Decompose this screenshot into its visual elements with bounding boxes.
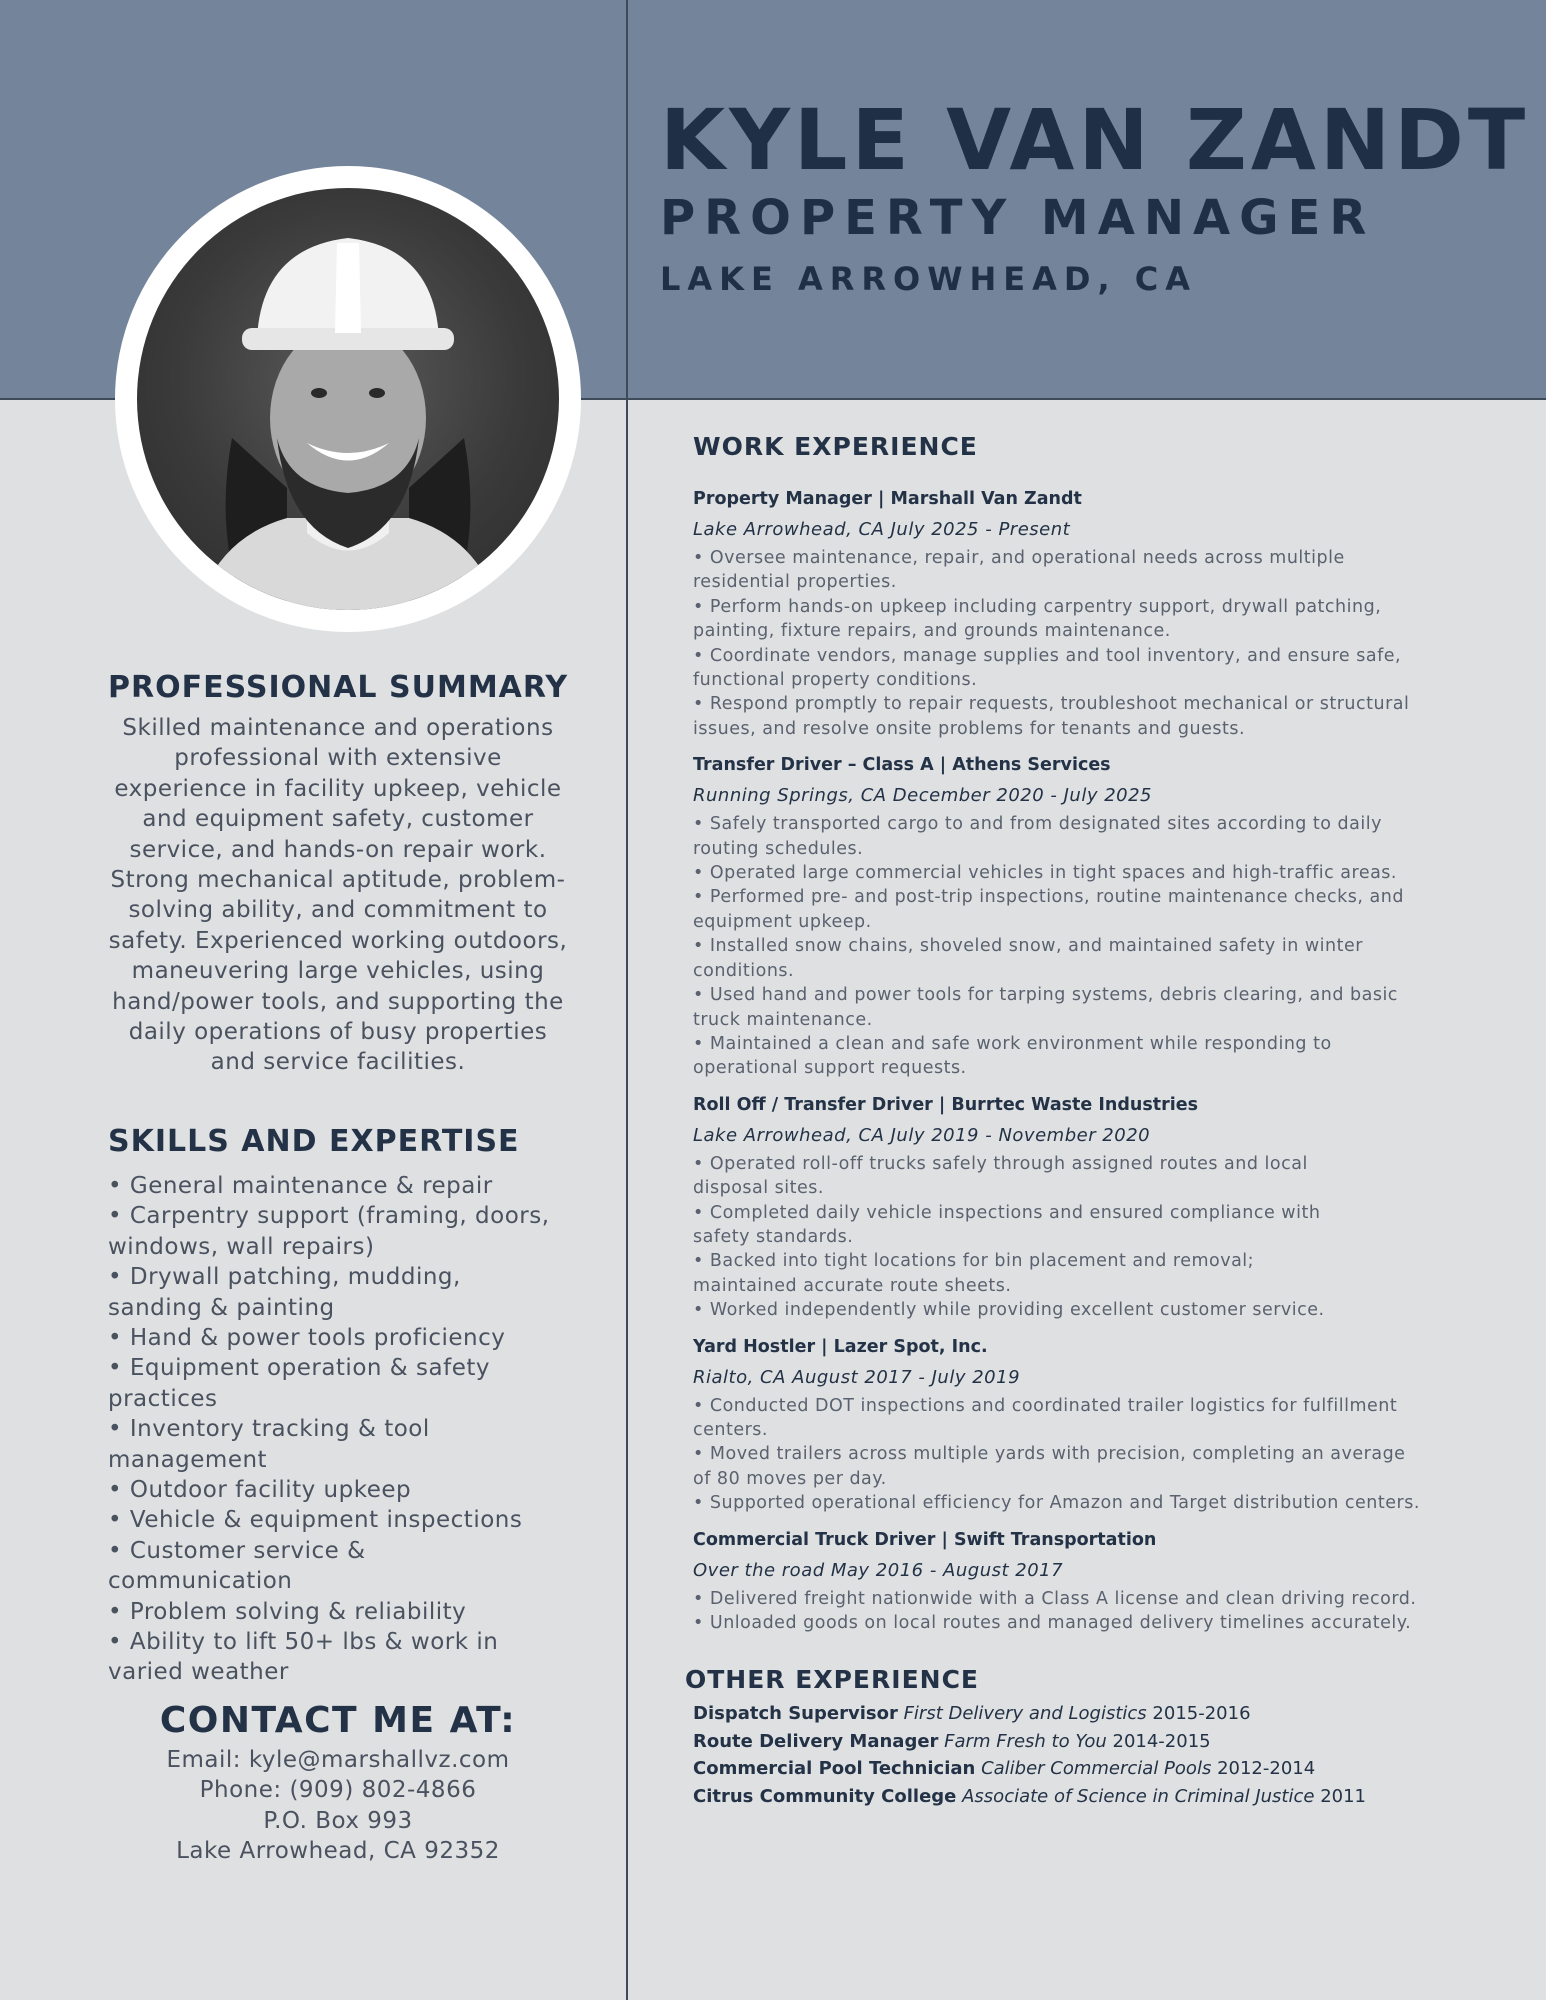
job-meta: Lake Arrowhead, CA July 2019 - November 2020 [693, 1124, 1151, 1146]
other-experience-row [693, 1700, 1423, 1728]
list-item: • Ability to lift 50+ lbs & work in varied weather [108, 1628, 499, 1686]
job-meta: Lake Arrowhead, CA July 2025 - Present [693, 519, 1071, 540]
job-bullets: • Conducted DOT inspections and coordinated trailer logistics for fulfillment centers. • Moved trailers across multiple yards with precision, completing an average of 80 moves per day. • Supported operational efficiency for Amazon and Target distribution centers. [693, 1395, 1420, 1514]
other-years: 2014-2015 [1112, 1730, 1211, 1752]
list-item: • Outdoor facility upkeep [108, 1476, 412, 1503]
job-bullets: • Operated roll-off trucks safely through assigned routes and local disposal sites. • Completed daily vehicle inspections and ensured compliance with safety standards. • Backed into tight locations for bin placement and removal; maintained accurate route sheets. • Worked independently while providing excellent customer service. [693, 1153, 1325, 1321]
left-column [108, 670, 568, 1866]
skills-heading: SKILLS AND EXPERTISE [108, 1123, 520, 1159]
job-title: Commercial Truck Driver | Swift Transportation [693, 1529, 1157, 1550]
job-title: Transfer Driver – Class A | Athens Services [693, 755, 1111, 776]
other-org: Caliber Commercial Pools [981, 1758, 1212, 1780]
job-title: Yard Hostler | Lazer Spot, Inc. [693, 1336, 988, 1357]
job-bullets: • Oversee maintenance, repair, and operational needs across multiple residential properties. • Perform hands-on upkeep including carpentry support, drywall patching, painting, fixture repairs, and grounds maintenance. • Coordinate vendors, manage supplies and tool inventory, and ensure safe, functional property conditions. • Respond promptly to repair requests, troubleshoot mechanical or structural issues, and resolve onsite problems for tenants and guests. [693, 548, 1410, 739]
other-years: 2012-2014 [1217, 1758, 1316, 1780]
right-column [685, 432, 1423, 1810]
job-entry [693, 489, 1423, 741]
other-role: Commercial Pool Technician [693, 1758, 976, 1780]
list-item: • Problem solving & reliability [108, 1598, 467, 1625]
contact-details [108, 1745, 568, 1867]
job-title: Roll Off / Transfer Driver | Burrtec Waste Industries [693, 1094, 1199, 1115]
other-org: Farm Fresh to You [944, 1730, 1107, 1752]
contact-heading: CONTACT ME AT: [159, 1699, 517, 1741]
job-title: Property Manager | Marshall Van Zandt [693, 489, 1082, 509]
job-entry [693, 755, 1423, 1080]
list-item: • General maintenance & repair [108, 1172, 493, 1199]
job-bullets: • Safely transported cargo to and from designated sites according to daily routing schedules. • Operated large commercial vehicles in tight spaces and high-traffic areas. • Performed pre- and post-trip inspections, routine maintenance checks, and equipment upkeep. • Installed snow chains, shoveled snow, and maintained safety in winter conditions. • Used hand and power tools for tarping systems, debris clearing, and basic truck maintenance. • Maintained a clean and safe work environment while responding to operational support requests. [693, 814, 1404, 1079]
job-bullets: • Delivered freight nationwide with a Class A license and clean driving record. • Unloaded goods on local routes and managed delivery timelines accurately. [693, 1588, 1417, 1633]
job-entry [693, 1337, 1423, 1516]
person-with-hard-hat-icon [137, 188, 559, 610]
candidate-title: PROPERTY MANAGER [660, 190, 1376, 246]
candidate-name: KYLE VAN ZANDT [660, 91, 1530, 189]
list-item: • Customer service & communication [108, 1537, 366, 1595]
other-experience-heading: OTHER EXPERIENCE [685, 1665, 979, 1695]
contact-city: Lake Arrowhead, CA 92352 [176, 1838, 500, 1864]
list-item: • Drywall patching, mudding, sanding & painting [108, 1264, 461, 1321]
candidate-location: LAKE ARROWHEAD, CA [660, 260, 1198, 298]
other-experience-row [693, 1755, 1423, 1783]
job-meta: Rialto, CA August 2017 - July 2019 [693, 1366, 1021, 1388]
other-org: First Delivery and Logistics [903, 1703, 1147, 1725]
job-entry [693, 1530, 1423, 1636]
other-years: 2015-2016 [1152, 1703, 1251, 1725]
other-role: Route Delivery Manager [693, 1730, 939, 1752]
contact-po-box: P.O. Box 993 [263, 1807, 413, 1834]
job-entry [693, 1095, 1423, 1323]
work-experience-heading: WORK EXPERIENCE [693, 432, 978, 461]
other-experience-row [693, 1728, 1423, 1756]
list-item: • Equipment operation & safety practices [108, 1355, 490, 1412]
list-item: • Inventory tracking & tool management [108, 1416, 430, 1473]
header [660, 92, 1530, 298]
summary-heading: PROFESSIONAL SUMMARY [108, 670, 569, 705]
profile-photo [137, 188, 559, 610]
contact-email[interactable]: Email: kyle@marshallvz.com [166, 1746, 510, 1773]
other-org: Associate of Science in Criminal Justice [962, 1785, 1315, 1807]
list-item: • Hand & power tools proficiency [108, 1324, 506, 1351]
column-divider [626, 0, 628, 2000]
job-meta: Over the road May 2016 - August 2017 [693, 1559, 1064, 1581]
other-role: Citrus Community College [693, 1785, 957, 1807]
list-item: • Vehicle & equipment inspections [108, 1507, 523, 1534]
skills-list [108, 1171, 568, 1688]
contact-phone[interactable]: Phone: (909) 802-4866 [199, 1777, 477, 1804]
list-item: • Carpentry support (framing, doors, windows, wall repairs) [108, 1203, 550, 1260]
other-role: Dispatch Supervisor [693, 1703, 898, 1725]
other-experience-row [693, 1783, 1423, 1811]
other-years: 2011 [1320, 1785, 1367, 1807]
job-meta: Running Springs, CA December 2020 - July 2025 [693, 785, 1153, 807]
summary-text: Skilled maintenance and operations professional with extensive experience in facility upkeep, vehicle and equipment safety, customer service, and hands-on repair work. Strong mechanical aptitude, problem-solving ability, and commitment to safety. Experienced working outdoors, maneuvering large vehicles, using hand/power tools, and supporting the daily operations of busy properties and service facilities. [108, 715, 568, 1076]
